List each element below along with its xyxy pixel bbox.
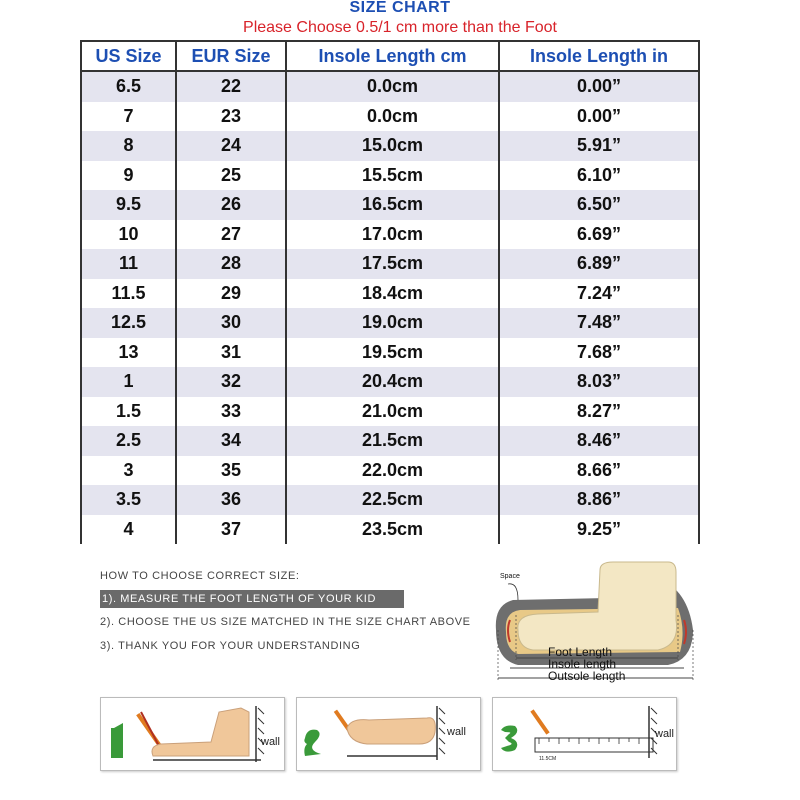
- eur-size-cell: 25: [176, 161, 286, 191]
- table-row: [81, 338, 699, 368]
- us-size-cell: 4: [81, 515, 176, 545]
- table-row: [81, 279, 699, 309]
- us-size-cell: 1.5: [81, 397, 176, 427]
- insole-length-label: Insole length: [548, 657, 617, 671]
- us-size-cell: 2.5: [81, 426, 176, 456]
- insole-cm-cell: 22.5cm: [286, 485, 499, 515]
- size-table: [80, 40, 700, 544]
- insole-cm-cell: 22.0cm: [286, 456, 499, 486]
- insole-in-cell: 0.00”: [499, 71, 699, 102]
- insole-cm-cell: 21.0cm: [286, 397, 499, 427]
- insole-in-cell: 8.66”: [499, 456, 699, 486]
- insole-in-cell: 7.48”: [499, 308, 699, 338]
- eur-size-cell: 30: [176, 308, 286, 338]
- us-size-cell: 13: [81, 338, 176, 368]
- eur-size-cell: 29: [176, 279, 286, 309]
- insole-in-cell: 8.27”: [499, 397, 699, 427]
- insole-in-cell: 6.50”: [499, 190, 699, 220]
- insole-in-cell: 9.25”: [499, 515, 699, 545]
- wall-label: wall: [447, 726, 466, 738]
- eur-size-cell: 26: [176, 190, 286, 220]
- outsole-length-label: Outsole length: [548, 669, 626, 683]
- wall-label: wall: [261, 736, 280, 748]
- insole-in-cell: 5.91”: [499, 131, 699, 161]
- chart-title: SIZE CHART: [349, 0, 451, 16]
- eur-size-cell: 28: [176, 249, 286, 279]
- table-row: [81, 190, 699, 220]
- how-to-heading: HOW TO CHOOSE CORRECT SIZE:: [100, 570, 300, 582]
- insole-cm-cell: 17.5cm: [286, 249, 499, 279]
- measure-step-3-panel: [492, 697, 677, 771]
- us-size-cell: 3: [81, 456, 176, 486]
- measure-step-3-illustration: [493, 698, 676, 770]
- eur-size-cell: 32: [176, 367, 286, 397]
- eur-size-cell: 22: [176, 71, 286, 102]
- eur-size-cell: 34: [176, 426, 286, 456]
- insole-cm-cell: 0.0cm: [286, 102, 499, 132]
- insole-in-cell: 7.24”: [499, 279, 699, 309]
- us-size-cell: 11: [81, 249, 176, 279]
- col-header-eur-size: EUR Size: [176, 41, 286, 71]
- table-row: [81, 485, 699, 515]
- table-row: [81, 131, 699, 161]
- measure-step-2-panel: [296, 697, 481, 771]
- step-2-text: 2). CHOOSE THE US SIZE MATCHED IN THE SIZE CHART ABOVE: [100, 616, 471, 628]
- measure-steps-row: [100, 697, 690, 771]
- eur-size-cell: 36: [176, 485, 286, 515]
- insole-in-cell: 8.86”: [499, 485, 699, 515]
- table-row: [81, 161, 699, 191]
- measure-small-label: 11.5CM: [539, 756, 557, 762]
- table-row: [81, 456, 699, 486]
- eur-size-cell: 33: [176, 397, 286, 427]
- chart-subtitle: Please Choose 0.5/1 cm more than the Foot: [243, 19, 557, 36]
- insole-cm-cell: 20.4cm: [286, 367, 499, 397]
- foot-length-label: Foot Length: [548, 645, 613, 659]
- us-size-cell: 9: [81, 161, 176, 191]
- table-row: [81, 71, 699, 102]
- table-row: [81, 249, 699, 279]
- us-size-cell: 8: [81, 131, 176, 161]
- us-size-cell: 12.5: [81, 308, 176, 338]
- insole-cm-cell: 0.0cm: [286, 71, 499, 102]
- us-size-cell: 6.5: [81, 71, 176, 102]
- step-3-text: 3). THANK YOU FOR YOUR UNDERSTANDING: [100, 640, 361, 652]
- insole-in-cell: 8.03”: [499, 367, 699, 397]
- insole-cm-cell: 19.0cm: [286, 308, 499, 338]
- eur-size-cell: 24: [176, 131, 286, 161]
- step-1-text: 1). MEASURE THE FOOT LENGTH OF YOUR KID: [100, 590, 404, 608]
- table-row: [81, 367, 699, 397]
- col-header-insole-cm: Insole Length cm: [286, 41, 499, 71]
- us-size-cell: 3.5: [81, 485, 176, 515]
- table-row: [81, 397, 699, 427]
- us-size-cell: 11.5: [81, 279, 176, 309]
- insole-in-cell: 6.10”: [499, 161, 699, 191]
- table-row: [81, 220, 699, 250]
- insole-cm-cell: 15.5cm: [286, 161, 499, 191]
- eur-size-cell: 31: [176, 338, 286, 368]
- insole-cm-cell: 21.5cm: [286, 426, 499, 456]
- foot-in-shoe-diagram: [488, 560, 698, 690]
- us-size-cell: 9.5: [81, 190, 176, 220]
- insole-cm-cell: 16.5cm: [286, 190, 499, 220]
- us-size-cell: 1: [81, 367, 176, 397]
- insole-in-cell: 6.89”: [499, 249, 699, 279]
- insole-cm-cell: 15.0cm: [286, 131, 499, 161]
- wall-label: wall: [655, 728, 674, 740]
- insole-in-cell: 6.69”: [499, 220, 699, 250]
- table-row: [81, 426, 699, 456]
- measure-step-1-panel: [100, 697, 285, 771]
- insole-in-cell: 0.00”: [499, 102, 699, 132]
- table-row: [81, 308, 699, 338]
- col-header-us-size: US Size: [81, 41, 176, 71]
- eur-size-cell: 37: [176, 515, 286, 545]
- table-body: [81, 71, 699, 544]
- insole-cm-cell: 23.5cm: [286, 515, 499, 545]
- insole-cm-cell: 17.0cm: [286, 220, 499, 250]
- table-header-row: [81, 41, 699, 71]
- col-header-insole-in: Insole Length in: [499, 41, 699, 71]
- space-label: Space: [500, 573, 520, 580]
- table-row: [81, 102, 699, 132]
- eur-size-cell: 35: [176, 456, 286, 486]
- eur-size-cell: 27: [176, 220, 286, 250]
- us-size-cell: 7: [81, 102, 176, 132]
- insole-in-cell: 8.46”: [499, 426, 699, 456]
- insole-in-cell: 7.68”: [499, 338, 699, 368]
- us-size-cell: 10: [81, 220, 176, 250]
- eur-size-cell: 23: [176, 102, 286, 132]
- table-row: [81, 515, 699, 545]
- insole-cm-cell: 19.5cm: [286, 338, 499, 368]
- insole-cm-cell: 18.4cm: [286, 279, 499, 309]
- measure-step-1-illustration: [101, 698, 284, 770]
